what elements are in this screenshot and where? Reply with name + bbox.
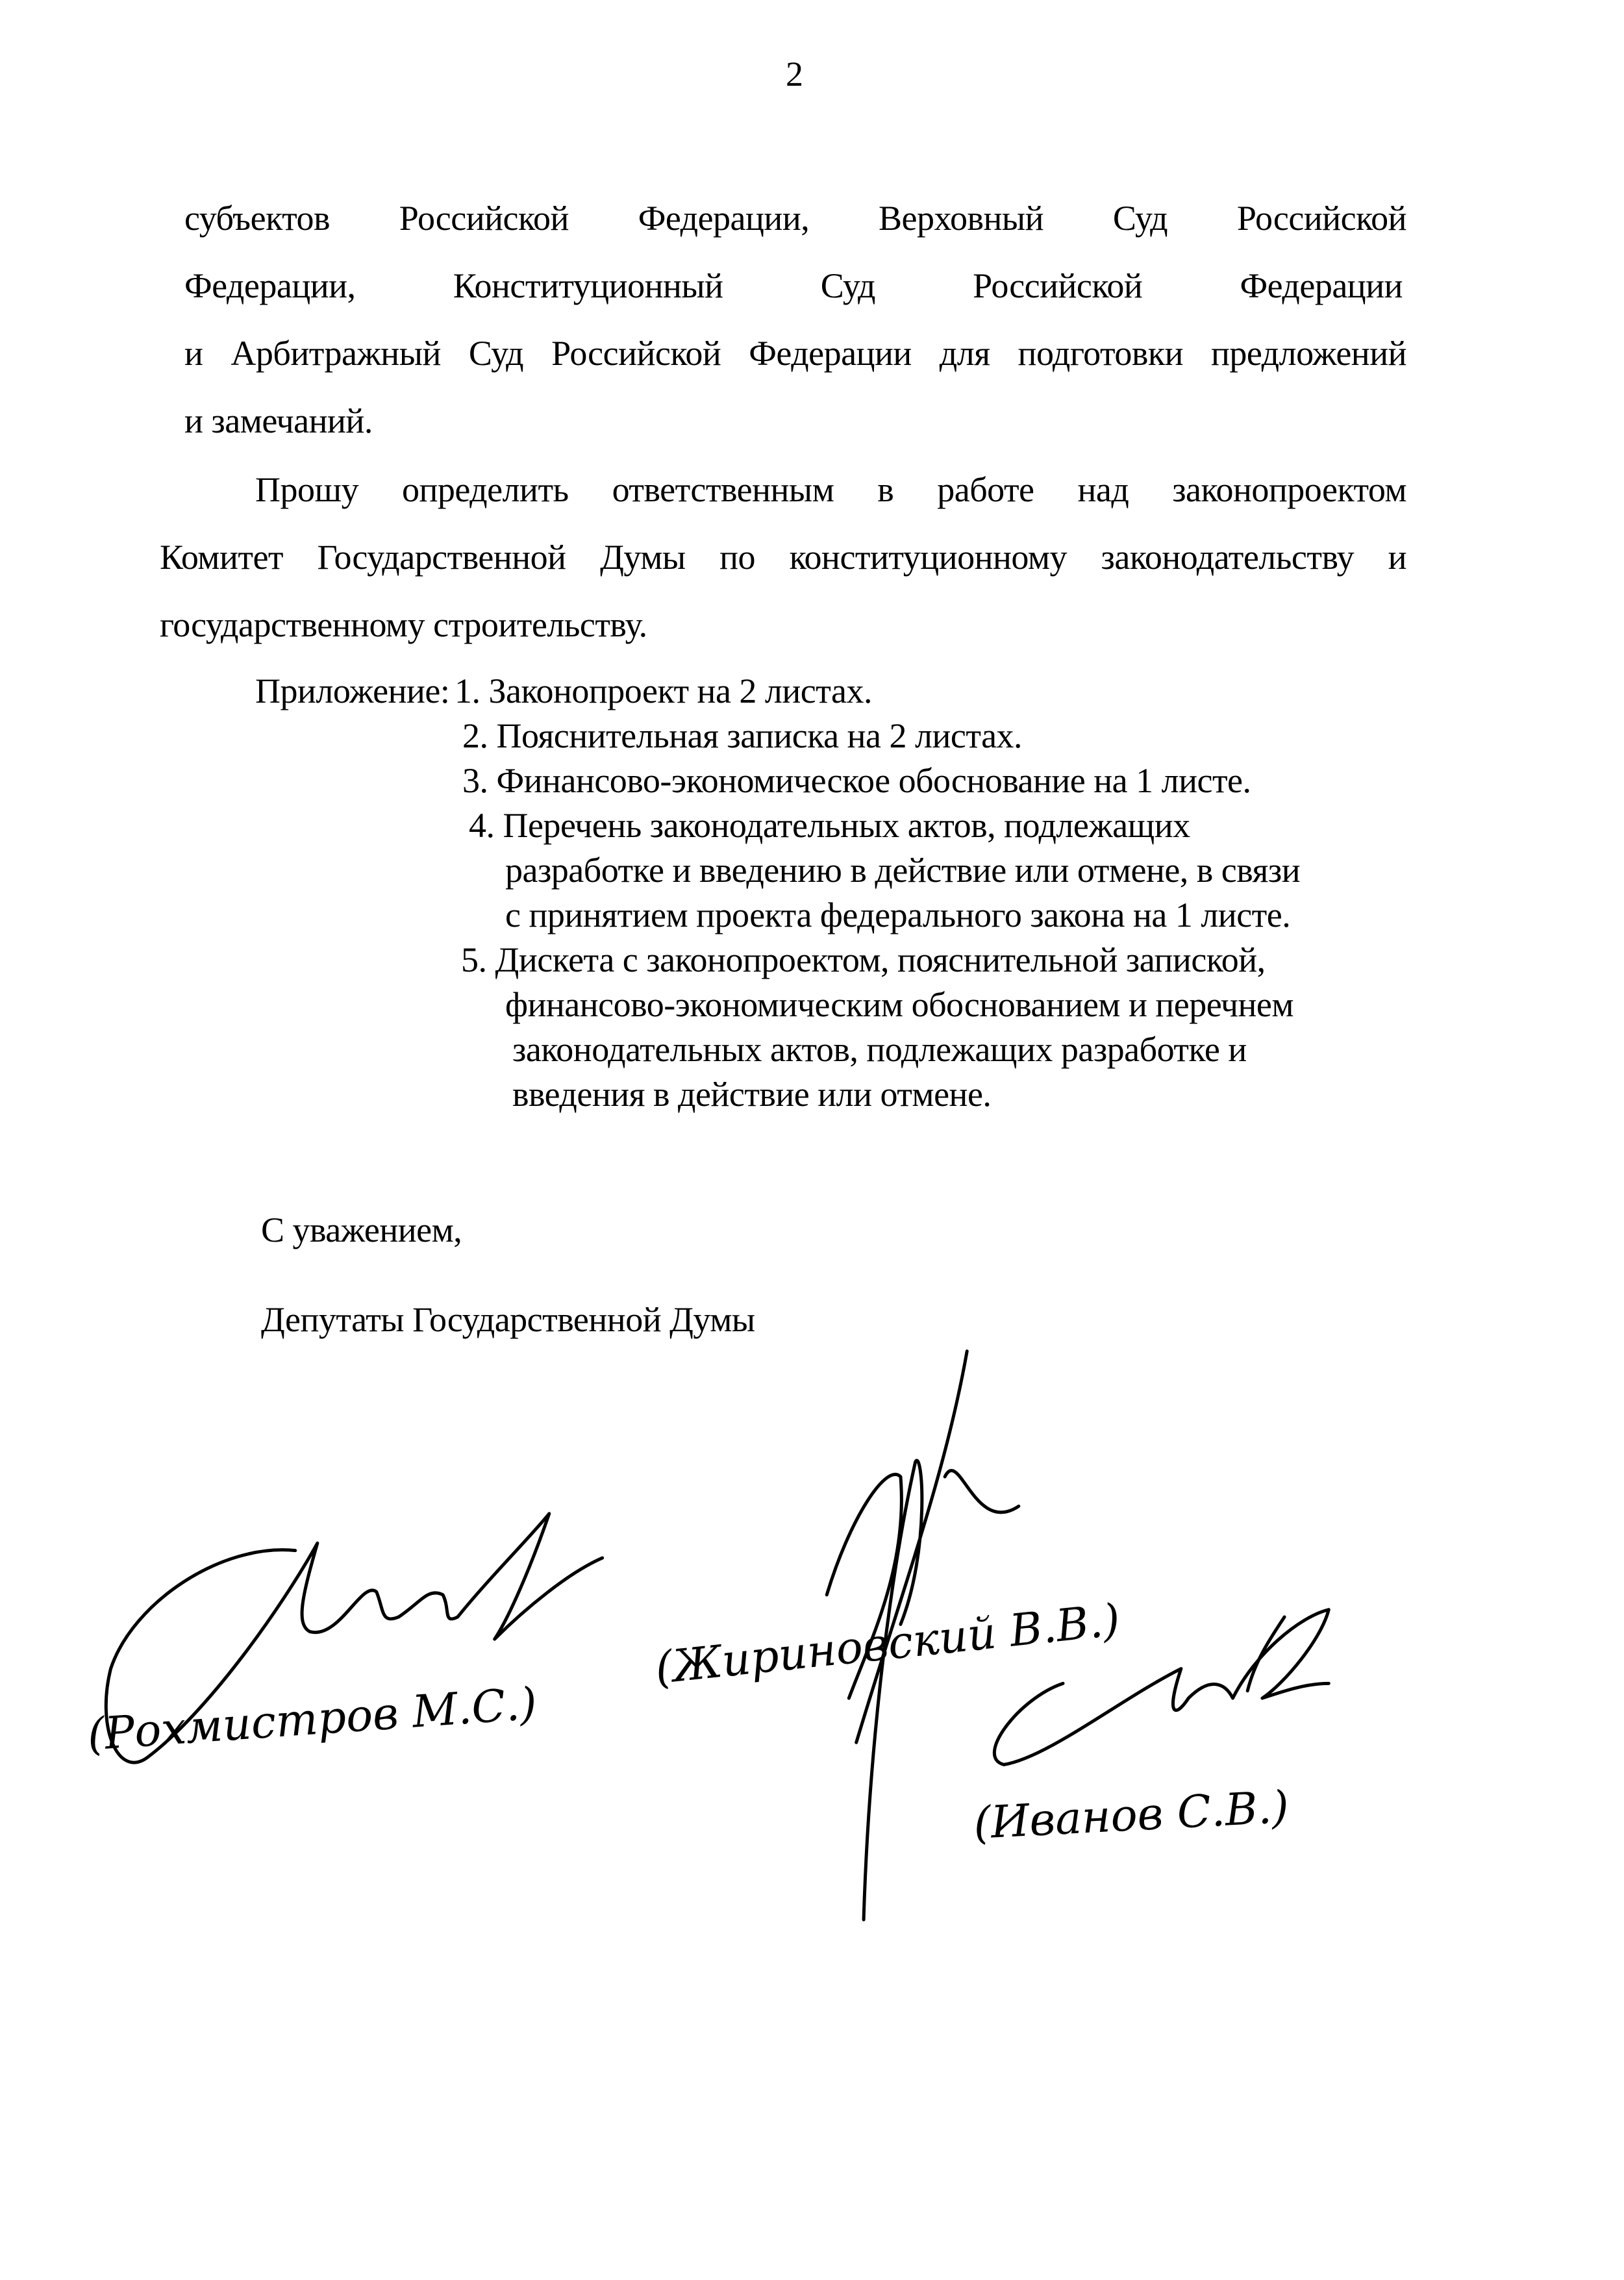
attachment-item: 1. Законопроект на 2 листах. bbox=[455, 671, 872, 710]
paragraph2-line: Комитет Государственной Думы по конституционному законодательству и bbox=[160, 538, 1406, 577]
attachment-item-continuation: финансово-экономическим обоснованием и перечнем bbox=[505, 985, 1294, 1024]
signatory-title: Депутаты Государственной Думы bbox=[261, 1300, 755, 1339]
attachment-item-continuation: введения в действие или отмене. bbox=[512, 1075, 992, 1114]
paragraph1-line: субъектов Российской Федерации, Верховный Суд Российской bbox=[184, 199, 1406, 238]
paragraph2-line: государственному строительству. bbox=[160, 605, 647, 644]
attachment-item: 5. Дискета с законопроектом, пояснительной запиской, bbox=[461, 940, 1266, 979]
attachment-item-continuation: с принятием проекта федерального закона на 1 листе. bbox=[505, 896, 1291, 934]
page-number: 2 bbox=[786, 55, 803, 94]
signature-1-name: (Рохмистров М.С.) bbox=[86, 1678, 539, 1761]
closing: С уважением, bbox=[261, 1210, 462, 1249]
attachments-label: Приложение: bbox=[255, 671, 450, 710]
paragraph2-line: Прошу определить ответственным в работе над законопроектом bbox=[255, 470, 1406, 509]
attachment-item-continuation: законодательных актов, подлежащих разработке и bbox=[512, 1030, 1247, 1069]
paragraph1-line: и замечаний. bbox=[184, 401, 373, 440]
signature-2-name: (Жириновский В.В.) bbox=[653, 1594, 1123, 1695]
attachment-item: 3. Финансово-экономическое обоснование на 1 листе. bbox=[462, 761, 1251, 800]
paragraph1-line: Федерации, Конституционный Суд Российской Федерации bbox=[184, 266, 1403, 305]
attachment-item-continuation: разработке и введению в действие или отмене, в связи bbox=[505, 851, 1301, 890]
signature-1 bbox=[86, 1514, 603, 1762]
attachment-item: 4. Перечень законодательных актов, подлежащих bbox=[469, 806, 1190, 845]
attachment-item: 2. Пояснительная записка на 2 листах. bbox=[462, 716, 1023, 755]
paragraph1-line: и Арбитражный Суд Российской Федерации для подготовки предложений bbox=[184, 334, 1406, 373]
signature-3-name: (Иванов С.В.) bbox=[972, 1781, 1290, 1850]
